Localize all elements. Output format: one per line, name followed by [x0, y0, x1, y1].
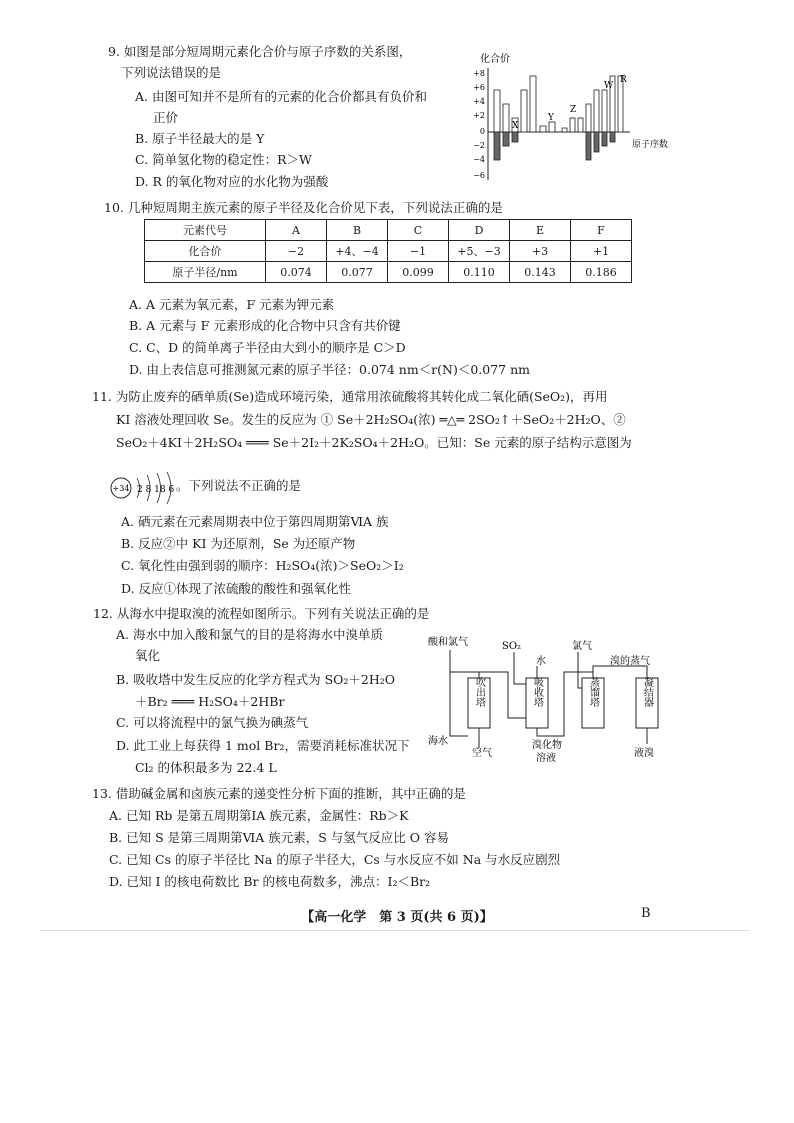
- q9-stem2: 下列说法错误的是: [121, 65, 222, 80]
- table-cell: 0.143: [510, 262, 571, 283]
- flow-label-so2: SO₂: [502, 641, 522, 652]
- svg-text:W: W: [604, 81, 614, 91]
- q12-option-a-cont: 氧化: [135, 648, 161, 663]
- tower1-label: 吹出塔: [473, 677, 485, 707]
- paper-version: B: [641, 906, 651, 921]
- q10-table: [144, 219, 632, 283]
- table-cell: +1: [571, 241, 632, 262]
- q11-line1: 11. 为防止废弃的硒单质(Se)造成环境污染，通常用浓硫酸将其转化成二氧化硒(SeO₂)，再用: [92, 389, 608, 404]
- chart-xlabel: 原子序数: [632, 140, 669, 150]
- table-cell: 0.074: [266, 262, 327, 283]
- q11-option-d: D. 反应①体现了浓硫酸的酸性和强氧化性: [121, 581, 352, 596]
- flow-label-chlorine: 氯气: [572, 641, 592, 652]
- q10-option-b: B. A 元素与 F 元素形成的化合物中只含有共价键: [129, 318, 401, 333]
- q10-option-d: D. 由上表信息可推测氮元素的原子半径：0.074 nm＜r(N)＜0.077 nm: [129, 362, 531, 377]
- q9-option-a-cont: 正价: [153, 110, 179, 125]
- table-header-cell: A: [266, 220, 327, 241]
- q11-line2: KI 溶液处理回收 Se。发生的反应为 ① Se＋2H₂SO₄(浓) ═△═ 2SO₂↑＋SeO₂＋2H₂O、②: [116, 412, 626, 427]
- table-cell: −1: [388, 241, 449, 262]
- q10-stem: 10. 几种短周期主族元素的原子半径及化合价见下表，下列说法正确的是: [104, 200, 503, 215]
- tower4-label: 凝结器: [641, 677, 653, 707]
- q10-option-a: A. A 元素为氧元素，F 元素为钾元素: [129, 297, 335, 312]
- q13-option-a: A. 已知 Rb 是第五周期第ⅠA 族元素，金属性：Rb＞K: [109, 808, 409, 823]
- q12-option-d-cont: Cl₂ 的体积最多为 22.4 L: [135, 760, 277, 775]
- table-header-cell: B: [327, 220, 388, 241]
- nucleus-charge: +34: [112, 484, 130, 493]
- q12-stem: 12. 从海水中提取溴的流程如图所示。下列有关说法正确的是: [93, 606, 430, 621]
- tower2-label: 吸收塔: [531, 677, 543, 707]
- q12-option-c: C. 可以将流程中的氯气换为碘蒸气: [116, 715, 309, 730]
- q11-option-c: C. 氧化性由强到弱的顺序：H₂SO₄(浓)＞SeO₂＞I₂: [121, 558, 404, 573]
- q13-stem: 13. 借助碱金属和卤族元素的递变性分析下面的推断，其中正确的是: [92, 786, 466, 801]
- q13-option-b: B. 已知 S 是第三周期第ⅥA 族元素，S 与氢气反应比 O 容易: [109, 830, 449, 845]
- table-row: [145, 241, 632, 262]
- flow-label-liquid-bromine: 液溴: [634, 748, 654, 759]
- table-cell: 0.099: [388, 262, 449, 283]
- q9-option-a: A. 由图可知并不是所有的元素的化合价都具有负价和: [135, 89, 427, 104]
- chart-yticks: [473, 69, 485, 180]
- page-divider: [40, 930, 750, 931]
- electron-shells: 2 8 18 6: [137, 485, 175, 495]
- svg-text:+8: +8: [473, 69, 485, 78]
- page-footer: 【高一化学 第 3 页(共 6 页)】: [301, 910, 493, 925]
- q9-option-c: C. 简单氢化物的稳定性：R＞W: [135, 152, 312, 167]
- table-header-cell: D: [449, 220, 510, 241]
- valence-chart: [470, 50, 710, 185]
- q9-option-d: D. R 的氧化物对应的水化物为强酸: [135, 174, 329, 189]
- q12-option-b-cont: ＋Br₂ ═══ H₂SO₄＋2HBr: [135, 694, 285, 709]
- q13-option-c: C. 已知 Cs 的原子半径比 Na 的原子半径大，Cs 与水反应不如 Na 与水反应剧烈: [109, 852, 561, 867]
- table-header-cell: 元素代号: [145, 220, 266, 241]
- flow-label-bromine-vapor: 溴的蒸气: [610, 656, 650, 667]
- table-cell: +5、−3: [449, 241, 510, 262]
- svg-text:X: X: [512, 121, 519, 131]
- q11-option-a: A. 硒元素在元素周期表中位于第四周期第ⅥA 族: [121, 514, 389, 529]
- q11-option-b: B. 反应②中 KI 为还原剂，Se 为还原产物: [121, 536, 356, 551]
- flow-label-acid-chlorine: 酸和氯气: [428, 637, 468, 648]
- q12-option-a: A. 海水中加入酸和氯气的目的是将海水中溴单质: [116, 627, 383, 642]
- table-cell: +4、−4: [327, 241, 388, 262]
- q12-option-d: D. 此工业上每获得 1 mol Br₂，需要消耗标准状况下: [116, 738, 410, 753]
- tower3-label: 蒸馏塔: [587, 677, 599, 707]
- flow-label-seawater: 海水: [428, 736, 448, 747]
- q11-line4: 。下列说法不正确的是: [176, 478, 302, 493]
- table-cell: 0.110: [449, 262, 510, 283]
- bromine-extraction-flowchart: [420, 636, 670, 766]
- table-header-cell: C: [388, 220, 449, 241]
- q13-option-d: D. 已知 I 的核电荷数比 Br 的核电荷数多，沸点：I₂＜Br₂: [109, 874, 431, 889]
- svg-text:0: 0: [479, 127, 485, 136]
- q9-stem: 9. 如图是部分短周期元素化合价与原子序数的关系图，: [108, 44, 412, 59]
- q10-option-c: C. C、D 的简单离子半径由大到小的顺序是 C＞D: [129, 340, 406, 355]
- svg-text:Z: Z: [570, 105, 577, 115]
- table-cell: 0.186: [571, 262, 632, 283]
- q9-option-b: B. 原子半径最大的是 Y: [135, 131, 265, 146]
- table-cell: 化合价: [145, 241, 266, 262]
- svg-text:Y: Y: [548, 113, 554, 123]
- svg-text:R: R: [620, 75, 627, 85]
- svg-text:+6: +6: [473, 83, 485, 92]
- svg-text:+2: +2: [473, 111, 485, 120]
- flow-label-bromide: 溴化物: [532, 740, 562, 751]
- q11-line3: SeO₂＋4KI＋2H₂SO₄ ═══ Se＋2I₂＋2K₂SO₄＋2H₂O。已知：Se 元素的原子结构示意图为: [116, 435, 632, 450]
- svg-text:−6: −6: [473, 171, 485, 180]
- flow-label-solution: 溶液: [536, 753, 556, 764]
- q12-option-b: B. 吸收塔中发生反应的化学方程式为 SO₂＋2H₂O: [116, 672, 396, 687]
- chart-ylabel: 化合价: [480, 54, 510, 65]
- table-header-cell: F: [571, 220, 632, 241]
- table-cell: −2: [266, 241, 327, 262]
- flow-label-water: 水: [536, 656, 546, 667]
- flow-label-air: 空气: [472, 748, 492, 759]
- chart-bars-negative: [494, 132, 615, 160]
- table-cell: 原子半径/nm: [145, 262, 266, 283]
- table-row: [145, 262, 632, 283]
- table-cell: +3: [510, 241, 571, 262]
- table-cell: 0.077: [327, 262, 388, 283]
- table-row: [145, 220, 632, 241]
- svg-text:+4: +4: [473, 97, 485, 106]
- table-header-cell: E: [510, 220, 571, 241]
- svg-text:−4: −4: [473, 155, 485, 164]
- svg-text:−2: −2: [473, 141, 485, 150]
